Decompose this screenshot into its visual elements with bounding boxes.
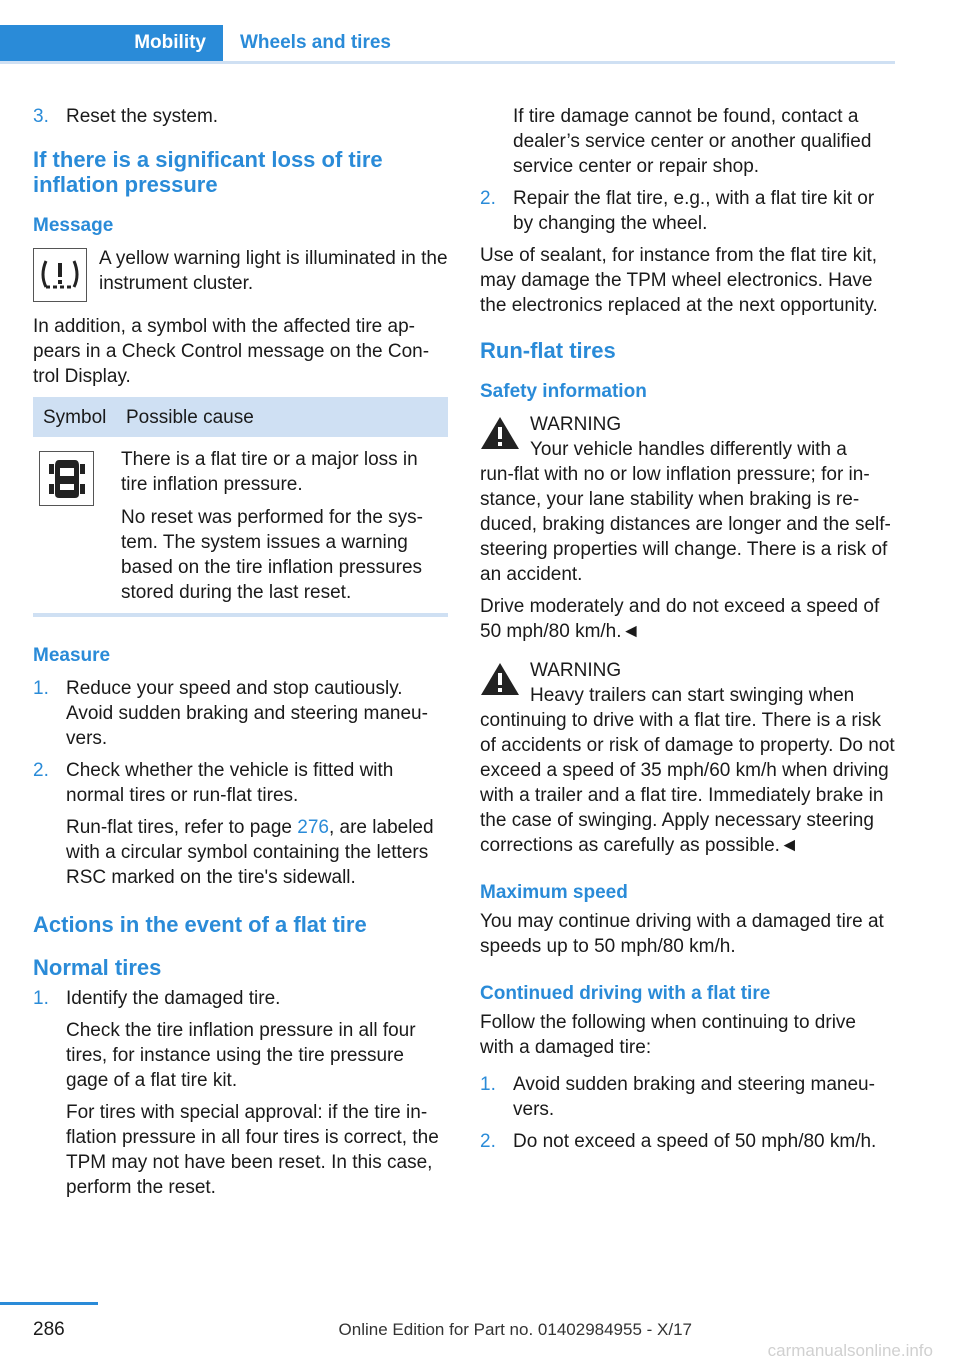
- heading-significant-loss: If there is a significant loss of tire inflation pressure: [33, 147, 383, 197]
- right-column: [480, 104, 895, 1161]
- list-number: 3.: [33, 106, 49, 127]
- heading-message: Message: [33, 215, 114, 236]
- table-cell-cause: [121, 437, 448, 615]
- car-flat-tire-icon: [39, 451, 94, 506]
- header-tabs: [0, 25, 895, 64]
- warning-text: Drive moderately and do not exceed a speed of 50 mph/80 km/h.◄: [480, 596, 880, 642]
- list-item: [33, 104, 448, 129]
- table-header-cause: Possible cause: [121, 397, 448, 437]
- continued-driving-text: Follow the following when continuing to drive with a damaged tire:: [480, 1012, 856, 1058]
- list-number: 2.: [480, 188, 496, 209]
- list-number: 1.: [480, 1074, 496, 1095]
- cause-text: There is a flat tire or a major loss in tire inflation pressure.: [121, 449, 418, 495]
- list-item: [480, 1072, 895, 1122]
- list-text: Identify the damaged tire.: [66, 988, 281, 1009]
- warning-block: [480, 658, 895, 708]
- page-number: 286: [33, 1319, 65, 1340]
- watermark: carmanualsonline.info: [767, 1341, 933, 1360]
- heading-actions: Actions in the event of a flat tire: [33, 912, 367, 937]
- sealant-text: Use of sealant, for instance from the flat tire kit, may damage the TPM wheel electronics. Have the electronics replaced at the next opportunity.: [480, 245, 878, 316]
- ref-pre: Run-flat tires, refer to page: [66, 817, 298, 838]
- page-link[interactable]: 276: [297, 817, 329, 838]
- table-header-symbol: Symbol: [33, 397, 121, 437]
- list-text: Repair the flat tire, e.g., with a flat tire kit or by changing the wheel.: [513, 188, 875, 234]
- edition-text: Online Edition for Part no. 01402984955 - X/17: [338, 1320, 692, 1339]
- list-number: 2.: [33, 760, 49, 781]
- warning-triangle-icon: [480, 662, 520, 696]
- warning-text: continuing to drive with a flat tire. There is a risk of accidents or risk of damage to property. Do not exceed a speed of 35 mph/60 km/h when driving with a trailer and a flat tire. Immediately brake in the case of swinging. Apply necessary steering corrections as carefully as possible.◄: [480, 710, 895, 856]
- list-item: [33, 986, 448, 1200]
- warning-heading: WARNING: [530, 660, 622, 681]
- list-text: For tires with special approval: if the tire inflation pressure in all four tires is correct, the TPM may not have been reset. In this case, perform the reset.: [66, 1102, 439, 1198]
- left-column: [33, 104, 448, 1207]
- tab-wheels-and-tires[interactable]: Wheels and tires: [240, 32, 391, 53]
- list-text: Reset the system.: [66, 106, 219, 127]
- runflat-reference: [66, 815, 448, 890]
- table-cell-symbol: [33, 437, 121, 615]
- list-number: 2.: [480, 1131, 496, 1152]
- warning-heading: WARNING: [530, 414, 622, 435]
- cause-text: No reset was performed for the system. The system issues a warning based on the tire inflation pressures stored during the last reset.: [121, 507, 423, 603]
- heading-continued-driving: Continued driving with a flat tire: [480, 983, 771, 1004]
- table-row: [33, 437, 448, 615]
- message-row: [33, 246, 448, 302]
- tire-pressure-warning-icon: [33, 248, 87, 302]
- list-text: Reduce your speed and stop cautiously. Avoid sudden braking and steering maneuvers.: [66, 678, 428, 749]
- list-number: 1.: [33, 988, 49, 1009]
- heading-safety-info: Safety information: [480, 381, 647, 402]
- message-text: A yellow warning light is illuminated in the instrument cluster.: [99, 248, 448, 294]
- heading-measure: Measure: [33, 645, 111, 666]
- list-item: [480, 1129, 895, 1154]
- warning-text: run-flat with no or low inflation pressure; for instance, your lane stability when braking is reduced, braking distances are longer and the self-steering properties will change. There is a risk of an accident.: [480, 464, 891, 585]
- addition-text: In addition, a symbol with the affected tire appears in a Check Control message on the Control Display.: [33, 316, 430, 387]
- list-item: [33, 758, 448, 890]
- warning-lead: Heavy trailers can start swinging when: [530, 685, 855, 706]
- warning-lead: Your vehicle handles differently with a: [530, 439, 847, 460]
- list-text: Avoid sudden braking and steering maneuvers.: [513, 1074, 875, 1120]
- symbol-table: [33, 397, 448, 617]
- heading-normal-tires: Normal tires: [33, 955, 162, 980]
- list-text: Do not exceed a speed of 50 mph/80 km/h.: [513, 1131, 877, 1152]
- list-item: [33, 676, 448, 751]
- list-text: Check the tire inflation pressure in all four tires, for instance using the tire pressure gage of a flat tire kit.: [66, 1020, 416, 1091]
- tab-mobility[interactable]: Mobility: [0, 25, 223, 61]
- warning-block: [480, 412, 895, 462]
- max-speed-text: You may continue driving with a damaged tire at speeds up to 50 mph/80 km/h.: [480, 911, 884, 957]
- list-number: 1.: [33, 678, 49, 699]
- ref-post: , are labeled with a circular symbol containing the letters RSC marked on the tire's sidewall.: [66, 817, 434, 888]
- list-text: Check whether the vehicle is fitted with normal tires or run-flat tires.: [66, 760, 394, 806]
- continued-text: If tire damage cannot be found, contact a dealer’s service center or another qualified service center or repair shop.: [513, 106, 872, 177]
- heading-maximum-speed: Maximum speed: [480, 882, 628, 903]
- heading-run-flat: Run-flat tires: [480, 338, 616, 363]
- list-item: [480, 186, 895, 236]
- warning-triangle-icon: [480, 416, 520, 450]
- footer-rule: [0, 1302, 98, 1305]
